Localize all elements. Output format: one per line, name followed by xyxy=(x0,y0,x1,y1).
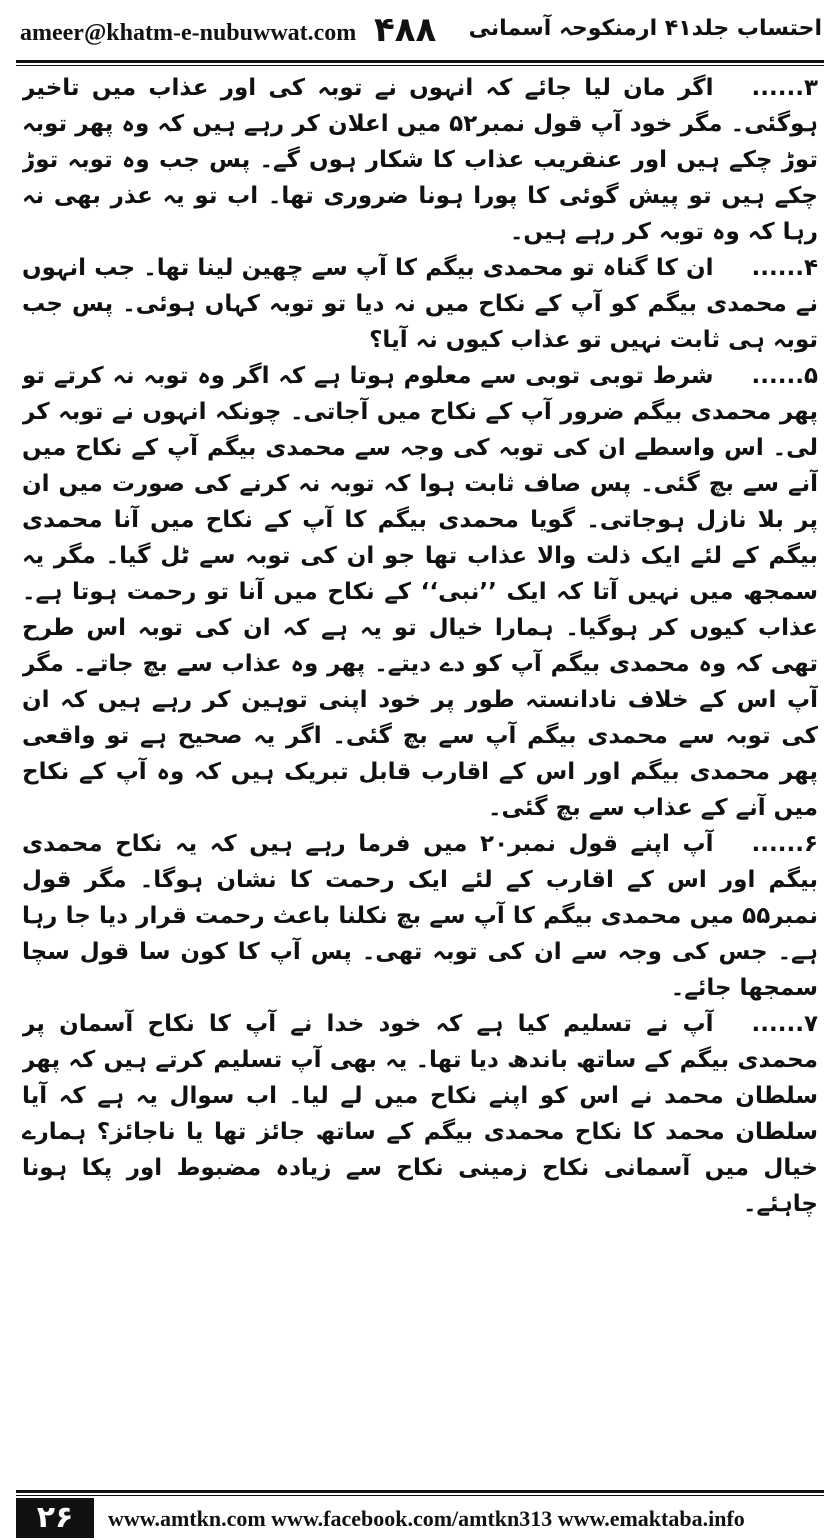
footer-folio-number: ۲۶ xyxy=(16,1498,94,1538)
paragraph-5 xyxy=(22,358,818,826)
paragraph-7 xyxy=(22,1006,818,1222)
paragraph-number: ۵...... xyxy=(751,363,818,389)
footer-website-links: www.amtkn.com www.facebook.com/amtkn313 www.emaktaba.info xyxy=(108,1506,745,1531)
header-rule-thick xyxy=(16,60,824,63)
header-page-number: ۴۸۸ xyxy=(374,10,437,50)
paragraph-number: ۶...... xyxy=(751,831,818,857)
header-email: ameer@khatm-e-nubuwwat.com xyxy=(20,20,357,46)
footer-rule-thin xyxy=(16,1495,824,1496)
paragraph-3 xyxy=(22,70,818,250)
page-header xyxy=(0,0,840,62)
header-book-title: احتساب جلد۴۱ ارمنکوحہ آسمانی xyxy=(468,16,822,41)
paragraph-number: ۴...... xyxy=(751,255,818,281)
paragraph-text: آپ اپنے قول نمبر۲۰ میں فرما رہے ہیں کہ یہ نکاح محمدی بیگم اور اس کے اقارب کے لئے ایک رحمت کا نشان ہوگا۔ مگر قول نمبر۵۵ میں محمدی بیگم کا آپ سے بچ نکلنا باعث رحمت قرار دیا جا رہا ہے۔ جس کی وجہ سے ان کی توبہ تھی۔ پس آپ کا کون سا قول سچا سمجھا جائے۔ xyxy=(22,831,818,1001)
paragraph-number: ۷...... xyxy=(751,1011,818,1037)
paragraph-text: شرط توبی توبی سے معلوم ہوتا ہے کہ اگر وہ توبہ نہ کرتے تو پھر محمدی بیگم ضرور آپ کے نکاح میں آجاتی۔ چونکہ انہوں نے توبہ کر لی۔ اس واسطے ان کی توبہ کی وجہ سے محمدی بیگم آپ کے نکاح میں آنے سے بچ گئی۔ پس صاف ثابت ہوا کہ توبہ نہ کرنے کی صورت میں ان پر بلا نازل ہوجاتی۔ گویا محمدی بیگم کا آپ کے نکاح میں آنا محمدی بیگم کے لئے ایک ذلت والا عذاب تھا جو ان کی توبہ سے ٹل گیا۔ مگر یہ سمجھ میں نہیں آتا کہ ایک ’’نبی‘‘ کے نکاح میں آنا تو رحمت ہوتا ہے۔ عذاب کیوں کر ہوگیا۔ ہمارا خیال تو یہ ہے کہ ان کی توبہ اس طرح تھی کہ وہ محمدی بیگم آپ کو دے دیتے۔ پھر وہ عذاب سے بچ جاتے۔ مگر آپ اس کے خلاف نادانستہ طور پر خود اپنی توہین کر رہے ہیں کہ ان کی توبہ سے محمدی بیگم آپ سے بچ گئی۔ اگر یہ صحیح ہے تو واقعی پھر محمدی بیگم اور اس کے اقارب قابل تبریک ہیں کہ وہ آپ کے نکاح میں آنے کے عذاب سے بچ گئی۔ xyxy=(22,363,818,821)
paragraph-text: آپ نے تسلیم کیا ہے کہ خود خدا نے آپ کا نکاح آسمان پر محمدی بیگم کے ساتھ باندھ دیا تھا۔ یہ بھی آپ تسلیم کرتے ہیں کہ پھر سلطان محمد نے اس کو اپنے نکاح میں لے لیا۔ اب سوال یہ ہے کہ آیا سلطان محمد کا نکاح محمدی بیگم کے ساتھ جائز تھا یا ناجائز؟ ہمارے خیال میں آسمانی نکاح زمینی نکاح سے زیادہ مضبوط اور پکا ہونا چاہئے۔ xyxy=(22,1011,818,1217)
footer-rule-thick xyxy=(16,1490,824,1493)
paragraph-number: ۳...... xyxy=(751,75,818,101)
paragraph-text: اگر مان لیا جائے کہ انہوں نے توبہ کی اور عذاب میں تاخیر ہوگئی۔ مگر خود آپ قول نمبر۵۲ میں اعلان کر رہے ہیں کہ وہ پھر توبہ توڑ چکے ہیں اور عنقریب عذاب کا شکار ہوں گے۔ پس جب وہ توبہ توڑ چکے ہیں تو پیش گوئی کا پورا ہونا ضروری تھا۔ اب تو یہ عذر بھی نہ رہا کہ وہ توبہ کر رہے ہیں۔ xyxy=(22,75,818,245)
page-body xyxy=(22,70,818,1475)
paragraph-4 xyxy=(22,250,818,358)
paragraph-text: ان کا گناہ تو محمدی بیگم کا آپ سے چھین لینا تھا۔ جب انہوں نے محمدی بیگم کو آپ کے نکاح میں نہ دیا تو توبہ کہاں ہوئی۔ پس جب توبہ ہی ثابت نہیں تو عذاب کیوں نہ آیا؟ xyxy=(22,255,818,353)
header-rule-thin xyxy=(16,65,824,66)
paragraph-6 xyxy=(22,826,818,1006)
